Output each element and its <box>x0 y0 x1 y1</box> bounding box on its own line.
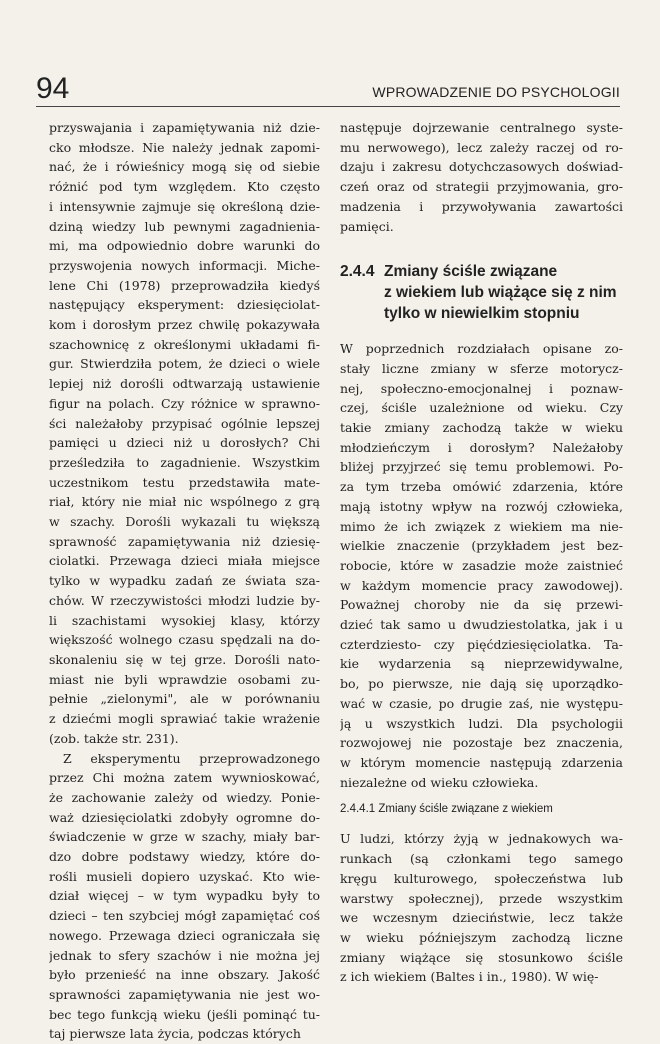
text-line: nej, społeczno-emocjonalnej i poznaw- <box>340 380 623 396</box>
text-line: następuje dojrzewanie centralnego syste- <box>340 120 623 135</box>
text-line: kręgu kulturowego, społeczeństwa lub <box>340 870 623 886</box>
section-number: 2.4.4 <box>340 263 375 281</box>
text-line: li szachistami wysokiej klasy, którzy <box>49 612 320 628</box>
text-line: runkach (są członkami tego samego <box>340 851 623 867</box>
text-line: w którym momencie następują zdarzenia <box>340 754 623 770</box>
text-line: cko młodsze. Nie należy jednak zapomi- <box>49 139 320 155</box>
text-line: i intensywnie zajmuje się określoną dzie- <box>49 198 320 214</box>
text-line: rośli musieli dopiero uzyskać. Kto wie- <box>49 868 320 884</box>
running-title: WPROWADZENIE DO PSYCHOLOGII <box>372 84 620 100</box>
text-line: młodzieńczym i dorosłym? Należałoby <box>340 439 623 455</box>
text-line: kie wydarzenia są nieprzewidywalne, <box>340 656 623 672</box>
text-line: sprawności zapamiętywania nie jest wo- <box>49 986 320 1002</box>
text-line: nać, że i rówieśnicy mogą się od siebie <box>49 159 320 175</box>
text-line: riał, który nie miał nic wspólnego z grą <box>49 494 320 510</box>
section-heading <box>340 261 623 324</box>
text-line: waż dziesięciolatki zdobyły ogromne do- <box>49 809 320 825</box>
section-title-line: Zmiany ściśle związane <box>384 263 558 281</box>
text-line: za tym trzeba omówić zdarzenia, które <box>340 479 623 495</box>
text-line: pamięci. <box>340 218 394 234</box>
text-line: figur na polach. Czy różnice w sprawno- <box>49 395 320 411</box>
text-line: dział więcej – w tym wypadku były to <box>49 888 320 904</box>
subsection-heading: 2.4.4.1 Zmiany ściśle związane z wiekiem <box>340 803 553 816</box>
text-line: czeń oraz od strategii przyjmowania, gro- <box>340 179 623 195</box>
text-line: mi, ma odpowiednio dobre warunki do <box>49 238 320 254</box>
text-line: czej, ściśle uzależnione od wieku. Czy <box>340 400 623 416</box>
text-line: Poważnej choroby nie da się przewi- <box>340 597 623 613</box>
text-line: mu nerwowego), lecz zależy raczej od ro- <box>340 139 623 155</box>
page-header <box>36 74 620 108</box>
text-line: chów. W rzeczywistości młodzi ludzie by- <box>49 592 320 608</box>
text-line: prześledziła to zagadnienie. Wszystkim <box>49 454 320 470</box>
text-line: tylko w wypadku zadań ze świata sza- <box>49 573 320 589</box>
text-line: większość wolnego czasu spędzali na do- <box>49 632 320 648</box>
text-line: wać w czasie, po drugie zaś, nie występu- <box>340 695 623 711</box>
text-line: warstwy społecznej), przede wszystkim <box>340 890 623 906</box>
text-line: skonaleniu się w tej grze. Dorośli nato- <box>49 651 320 667</box>
text-line: takie zmiany zachodzą także w wieku <box>340 420 623 436</box>
right-intro-paragraph <box>340 118 623 236</box>
left-column <box>49 118 320 1044</box>
text-line: bliżej przyjrzeć się temu problemowi. Po- <box>340 459 623 475</box>
text-line: nowego. Przewaga dzieci ograniczała się <box>49 927 320 943</box>
text-line: zmiany wiążące się stosunkowo ściśle <box>340 949 623 965</box>
text-line: lene Chi (1978) przeprowadziła kiedyś <box>49 277 320 293</box>
text-line: dzaju i zakresu dotychczasowych doświad- <box>340 159 623 175</box>
text-line: sprawność zapamiętywania niż dziesię- <box>49 533 320 549</box>
text-line: przyswajania i zapamiętywania niż dzie- <box>49 120 320 135</box>
text-line: różnić pod tym względem. Kto często <box>49 179 320 195</box>
text-line: ją u wszystkich ludzi. Dla psychologii <box>340 715 623 731</box>
text-line: ciolatki. Przewaga dzieci miała miejsce <box>49 553 320 569</box>
section-title-line: z wiekiem lub wiążące się z nim <box>384 284 617 302</box>
text-line: dzieci – ten szybciej mógł zapamiętać coś <box>49 908 320 924</box>
text-line: w wieku późniejszym zachodzą liczne <box>340 929 623 945</box>
text-line: przyswojenia nowych informacji. Miche- <box>49 257 320 273</box>
text-line: następujący eksperyment: dziesięciolat- <box>49 297 320 313</box>
text-line: robocie, które w zasadzie może zaistnieć <box>340 557 623 573</box>
text-line: dzo dobre podstawy wiedzy, które do- <box>49 849 320 865</box>
text-line: niezależne od wieku człowieka. <box>340 774 539 790</box>
text-line: wielkie znaczenie (przykładem jest bez- <box>340 538 623 554</box>
text-line: uczestnikom testu przedstawiła mate- <box>49 474 320 490</box>
text-line: w każdym momencie pracy zawodowej). <box>340 577 623 593</box>
text-line: mają istotny wpływ na rozwój człowieka, <box>340 498 623 514</box>
text-line: szachownicę z określonymi układami fi- <box>49 336 320 352</box>
text-line: madzenia i przywoływania zawartości <box>340 198 623 214</box>
text-line: miast nie byli wprawdzie osobami zu- <box>49 671 320 687</box>
text-line: dzieć tak samo u dwudziestolatka, jak i u <box>340 617 623 633</box>
text-line: U ludzi, którzy żyją w jednakowych wa- <box>340 831 623 847</box>
text-line: dziną wiedzy lub pewnymi zagadnienia- <box>49 218 320 234</box>
text-line: jednak to sfery szachów i nie można jej <box>49 947 320 963</box>
text-line: było przenieść na inne obszary. Jakość <box>49 967 320 983</box>
text-line: bo, po pierwsze, nie dają się uporządko- <box>340 676 623 692</box>
text-line: czterdziesto- czy pięćdziesięciolatka. Ta- <box>340 636 623 652</box>
text-line: w szachy. Dorośli wykazali tu większą <box>49 514 320 530</box>
right-column <box>340 118 623 987</box>
text-line: świadczenie w grze w szachy, miały bar- <box>49 829 320 845</box>
text-line: taj pierwsze lata życia, podczas których <box>49 1026 301 1042</box>
page-number: 94 <box>36 72 70 105</box>
text-line: rozwojowej nie pozostaje bez znaczenia, <box>340 735 623 751</box>
text-line: mimo że ich związek z wiekiem ma nie- <box>340 518 623 534</box>
text-line: kom i dorosłym przez chwilę pokazywała <box>49 317 320 333</box>
text-line: pamięci u dzieci niż u dorosłych? Chi <box>49 435 320 451</box>
header-rule <box>36 106 620 107</box>
text-line: z ich wiekiem (Baltes i in., 1980). W wię- <box>340 969 599 985</box>
section-title-line: tylko w niewielkim stopniu <box>384 305 580 323</box>
subsection-paragraph <box>340 829 623 987</box>
text-line: we wczesnym dzieciństwie, lecz także <box>340 910 623 926</box>
text-line: lepiej niż dorośli odtwarzają ustawienie <box>49 376 320 392</box>
section-paragraph <box>340 339 623 792</box>
text-line: bec tego funkcją wieku (jeśli pominąć tu- <box>49 1006 320 1022</box>
text-line: przez Chi można zatem wywnioskować, <box>49 770 320 786</box>
text-line: (zob. także str. 231). <box>49 730 179 746</box>
text-line: że zachowanie zależy od wiedzy. Ponie- <box>49 789 320 805</box>
text-line: Z eksperymentu przeprowadzonego <box>63 750 320 766</box>
text-line: gur. Stwierdziła potem, że dzieci o wiele <box>49 356 320 372</box>
text-line: W poprzednich rozdziałach opisane zo- <box>340 341 623 357</box>
text-line: ści należałoby przypisać ogólnie lepszej <box>49 415 320 431</box>
text-line: stały liczne zmiany w sferze motorycz- <box>340 360 623 376</box>
text-line: pełnie „zielonymi", ale w porównaniu <box>49 691 320 707</box>
text-line: z dziećmi mogli sprawiać takie wrażenie <box>49 711 320 727</box>
